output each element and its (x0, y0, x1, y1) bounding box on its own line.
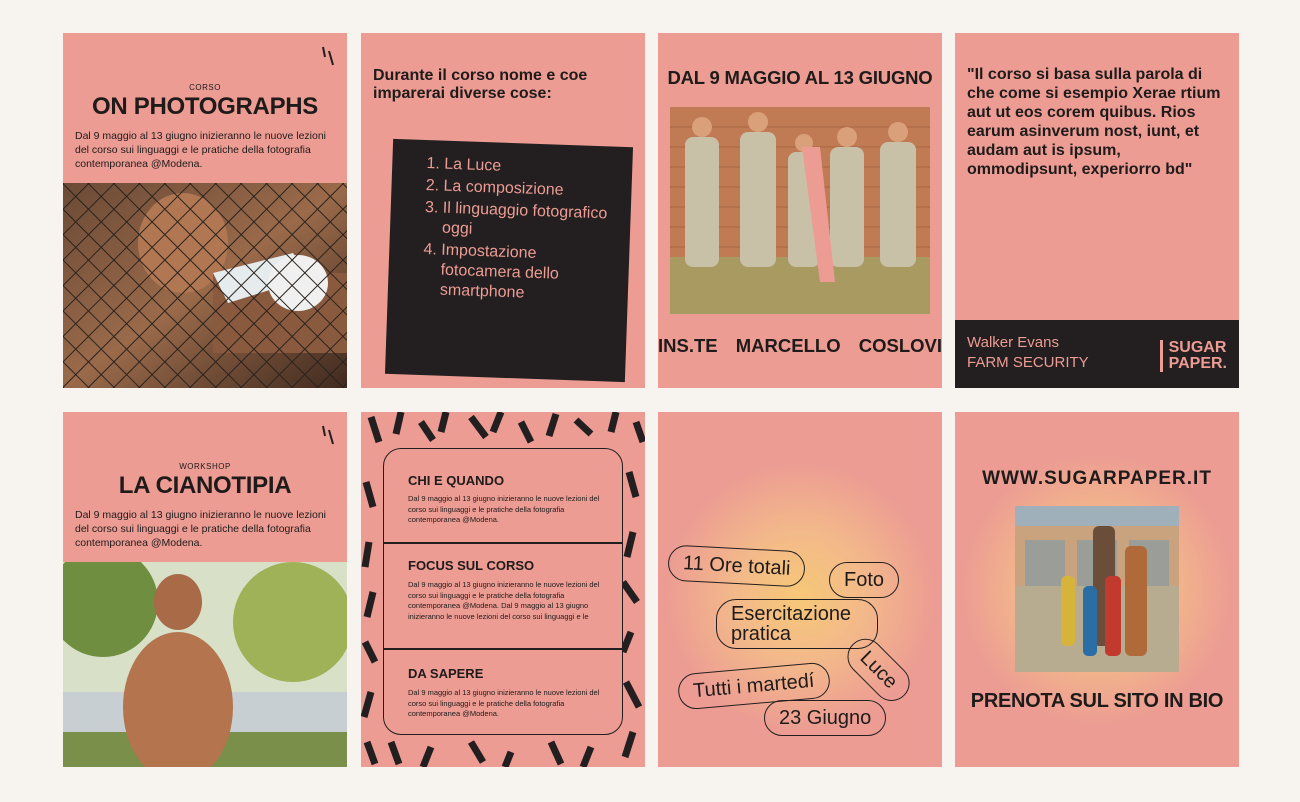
photo-shirtless-man-outdoors (63, 562, 347, 767)
info-section (384, 650, 622, 734)
card-kicker: WORKSHOP (179, 462, 231, 471)
info-section (384, 449, 622, 542)
section-text: Dal 9 maggio al 13 giugno inizieranno le nuove lezioni del corso sui linguaggi e le pratiche della fotografia contemporanea @Modena. Dal 9 maggio al 13 giugno inizieranno le nuove lezioni del corso sui linguaggi e le (408, 580, 600, 621)
card-title: ON PHOTOGRAPHS (91, 93, 319, 120)
topic-item: 3. Il linguaggio fotografico oggi (442, 199, 617, 245)
section-text: Dal 9 maggio al 13 giugno inizieranno le nuove lezioni del corso sui linguaggi e le pratiche della fotografia contemporanea @Modena. (408, 494, 600, 524)
post-card-course-topics[interactable] (361, 33, 645, 388)
section-text: Dal 9 maggio al 13 giugno inizieranno le nuove lezioni del corso sui linguaggi e le pratiche della fotografia contemporanea @Modena. (408, 688, 600, 718)
photo-family-in-parking-lot (1015, 506, 1179, 672)
section-heading: FOCUS SUL CORSO (408, 558, 535, 573)
booking-cta[interactable]: PRENOTA SUL SITO IN BIO (970, 690, 1224, 712)
section-heading: CHI E QUANDO (408, 473, 505, 488)
post-card-cianotipia[interactable] (63, 412, 347, 767)
photo-man-drinking-at-fence (63, 183, 347, 388)
post-card-dates-teacher[interactable] (658, 33, 942, 388)
card-date-title: DAL 9 MAGGIO AL 13 GIUGNO (667, 67, 933, 88)
fact-pill: Foto (829, 562, 899, 598)
topic-item: 2. La composizione (443, 177, 618, 203)
fact-pill: 23 Giugno (764, 700, 886, 736)
quote-author-sub: FARM SECURITY (967, 354, 1089, 371)
teacher-prefix: INS.TE (658, 335, 718, 356)
post-card-booking[interactable] (955, 412, 1239, 767)
post-card-on-photographs[interactable] (63, 33, 347, 388)
info-section (384, 544, 622, 649)
teacher-name-row (658, 335, 942, 357)
topic-item: 1. La Luce (444, 155, 619, 181)
teacher-first-name: MARCELLO (735, 335, 841, 356)
quote-author: Walker Evans (967, 334, 1059, 351)
topics-box (385, 139, 633, 382)
quote-footer (955, 320, 1239, 388)
website-url[interactable]: WWW.SUGARPAPER.IT (982, 468, 1212, 489)
photo-scouts-saluting (670, 107, 930, 314)
fact-pill: Esercitazione pratica (716, 599, 878, 649)
card-intro: Dal 9 maggio al 13 giugno inizieranno le nuove lezioni del corso sui linguaggi e le pratiche della fotografia contemporanea @Modena. (75, 509, 327, 549)
quote-text: "Il corso si basa sulla parola di che come si esempio Xerae rtium aut ut eos corem quibus. Rios earum asinverum nost, iunt, et audam aut is ipsum, ommodipsunt, experiorro bd" (967, 66, 1221, 178)
info-box (383, 448, 623, 735)
slash-logo-icon (321, 45, 335, 67)
brand-line: SUGAR (1168, 339, 1227, 356)
slash-logo-icon (321, 424, 335, 446)
topics-list (388, 139, 633, 307)
brand-line: PAPER. (1168, 355, 1227, 372)
post-card-info-sections[interactable] (361, 412, 645, 767)
post-card-quote[interactable] (955, 33, 1239, 388)
teacher-last-name: COSLOVI (858, 335, 942, 356)
fact-pill: Luce (840, 631, 917, 708)
card-intro: Dal 9 maggio al 13 giugno inizieranno le nuove lezioni del corso sui linguaggi e le pratiche della fotografia contemporanea @Modena. (75, 130, 327, 170)
fact-pill: 11 Ore totali (667, 544, 806, 587)
brand-logo (1160, 340, 1227, 372)
post-card-course-facts[interactable] (658, 412, 942, 767)
card-kicker: CORSO (189, 83, 221, 92)
card-lead-text: Durante il corso nome e coe imparerai diverse cose: (373, 67, 588, 102)
card-title: LA CIANOTIPIA (118, 472, 292, 499)
fact-pill: Tutti i martedí (677, 661, 831, 710)
section-heading: DA SAPERE (408, 666, 484, 681)
topic-item: 4. Impostazione fotocamera dello smartphone (440, 241, 616, 307)
